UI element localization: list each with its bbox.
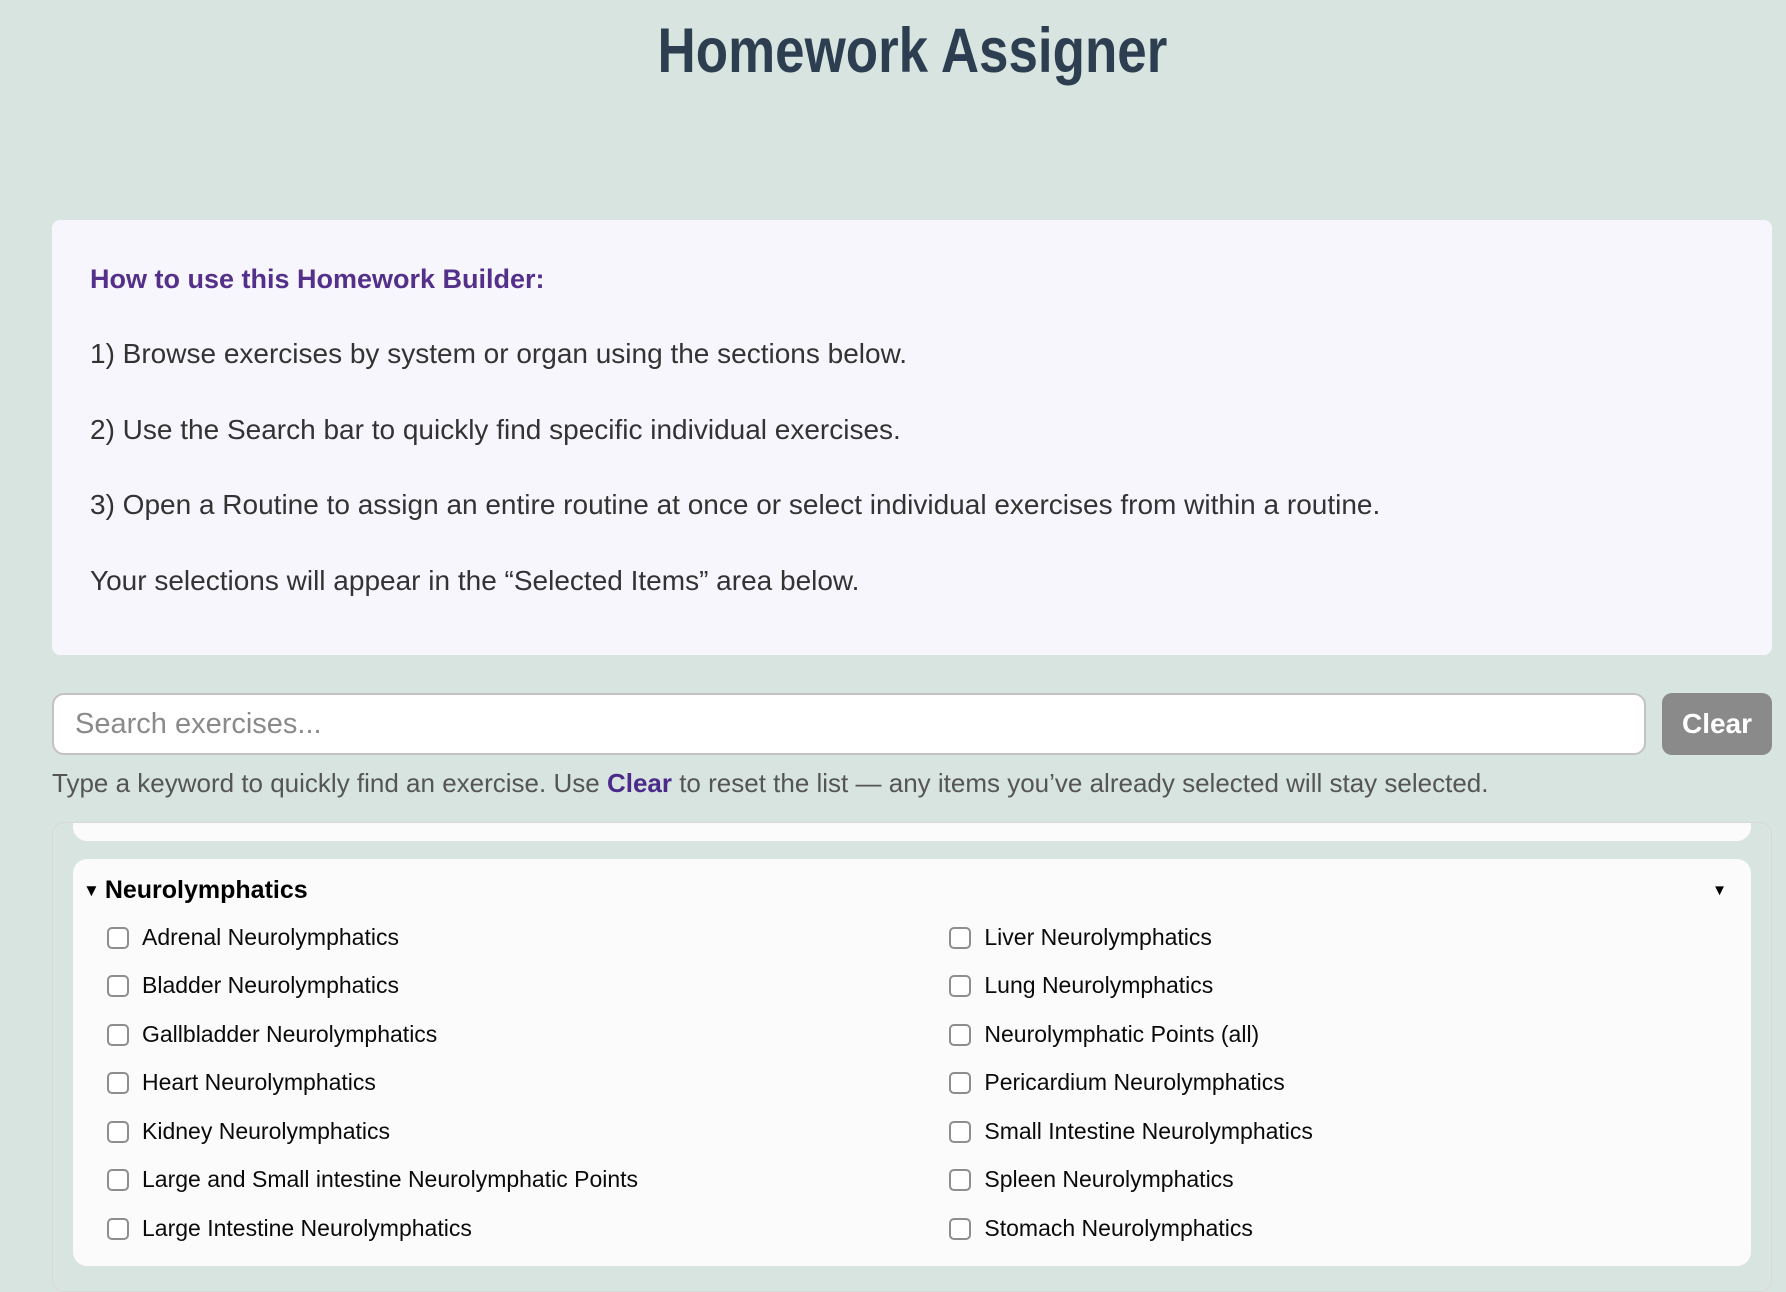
exercise-checkbox[interactable] xyxy=(949,1121,971,1143)
instruction-step-1: 1) Browse exercises by system or organ using the sections below. xyxy=(90,338,908,369)
checkbox-item[interactable] xyxy=(949,924,1727,952)
exercise-label: Spleen Neurolymphatics xyxy=(984,1166,1234,1193)
checkbox-item[interactable] xyxy=(949,1069,1727,1097)
exercise-checkbox[interactable] xyxy=(949,1024,971,1046)
exercise-label: Pericardium Neurolymphatics xyxy=(984,1069,1285,1096)
exercise-label: Stomach Neurolymphatics xyxy=(984,1214,1253,1241)
instruction-step-2: 2) Use the Search bar to quickly find specific individual exercises. xyxy=(90,413,901,445)
instruction-note: Your selections will appear in the “Selected Items” area below. xyxy=(90,564,860,596)
exercise-label: Kidney Neurolymphatics xyxy=(142,1117,391,1144)
exercise-checkbox[interactable] xyxy=(949,975,971,997)
exercise-label: Bladder Neurolymphatics xyxy=(142,972,399,999)
checkbox-item[interactable] xyxy=(107,1069,949,1097)
exercise-label: Gallbladder Neurolymphatics xyxy=(142,1020,438,1047)
checkbox-item[interactable] xyxy=(107,1118,949,1146)
chevron-down-icon: ▼ xyxy=(1712,881,1727,899)
checkbox-item[interactable] xyxy=(949,1166,1727,1194)
checkbox-item[interactable] xyxy=(949,972,1727,1000)
instructions-heading: How to use this Homework Builder: xyxy=(90,264,545,294)
page-content xyxy=(52,0,1772,1292)
exercise-checkbox-grid xyxy=(107,913,1727,1253)
exercise-checkbox[interactable] xyxy=(949,1169,971,1191)
exercise-checkbox[interactable] xyxy=(107,1121,129,1143)
section-header-neurolymphatics[interactable] xyxy=(83,875,1727,905)
checkbox-item[interactable] xyxy=(107,972,949,1000)
checkbox-item[interactable] xyxy=(949,1215,1727,1243)
clear-button[interactable]: Clear xyxy=(1662,693,1772,755)
collapse-caret-icon: ▼ xyxy=(83,880,100,900)
exercise-checkbox[interactable] xyxy=(949,1072,971,1094)
exercise-checkbox[interactable] xyxy=(107,1218,129,1240)
section-title: Neurolymphatics xyxy=(104,876,308,905)
exercise-label: Small Intestine Neurolymphatics xyxy=(984,1117,1313,1144)
exercise-checkbox[interactable] xyxy=(107,975,129,997)
checkbox-item[interactable] xyxy=(107,1215,949,1243)
exercise-label: Lung Neurolymphatics xyxy=(984,972,1214,999)
checkbox-item[interactable] xyxy=(107,924,949,952)
exercise-label: Neurolymphatic Points (all) xyxy=(984,1020,1260,1047)
hint-clear-emphasis: Clear xyxy=(606,768,672,799)
exercise-checkbox[interactable] xyxy=(107,927,129,949)
exercise-checkbox[interactable] xyxy=(107,1024,129,1046)
exercise-label: Liver Neurolymphatics xyxy=(984,923,1212,950)
exercise-checkbox[interactable] xyxy=(107,1072,129,1094)
exercise-label: Large and Small intestine Neurolymphatic Points xyxy=(142,1166,639,1193)
instructions-panel xyxy=(52,220,1772,655)
page-title: Homework Assigner xyxy=(657,16,1167,86)
search-bar-row xyxy=(52,693,1772,755)
exercise-checkbox[interactable] xyxy=(107,1169,129,1191)
hint-text-after: to reset the list — any items you’ve already selected will stay selected. xyxy=(671,768,1489,799)
header xyxy=(52,0,1772,108)
exercise-label: Large Intestine Neurolymphatics xyxy=(142,1214,472,1241)
previous-section-card-partial xyxy=(73,822,1751,841)
exercise-label: Adrenal Neurolymphatics xyxy=(142,923,399,950)
checkbox-item[interactable] xyxy=(107,1021,949,1049)
checkbox-item[interactable] xyxy=(949,1021,1727,1049)
instruction-step-3: 3) Open a Routine to assign an entire routine at once or select individual exercises from within a routine. xyxy=(90,489,1381,521)
search-hint-text xyxy=(52,768,1772,799)
exercise-checkbox[interactable] xyxy=(949,927,971,949)
search-input[interactable] xyxy=(52,693,1646,755)
sections-scroll-container[interactable] xyxy=(52,822,1772,1292)
hint-text-before: Type a keyword to quickly find an exercise. Use xyxy=(52,768,607,799)
exercise-label: Heart Neurolymphatics xyxy=(142,1069,376,1096)
checkbox-item[interactable] xyxy=(107,1166,949,1194)
checkbox-item[interactable] xyxy=(949,1118,1727,1146)
exercise-checkbox[interactable] xyxy=(949,1218,971,1240)
section-card-neurolymphatics xyxy=(73,859,1751,1266)
